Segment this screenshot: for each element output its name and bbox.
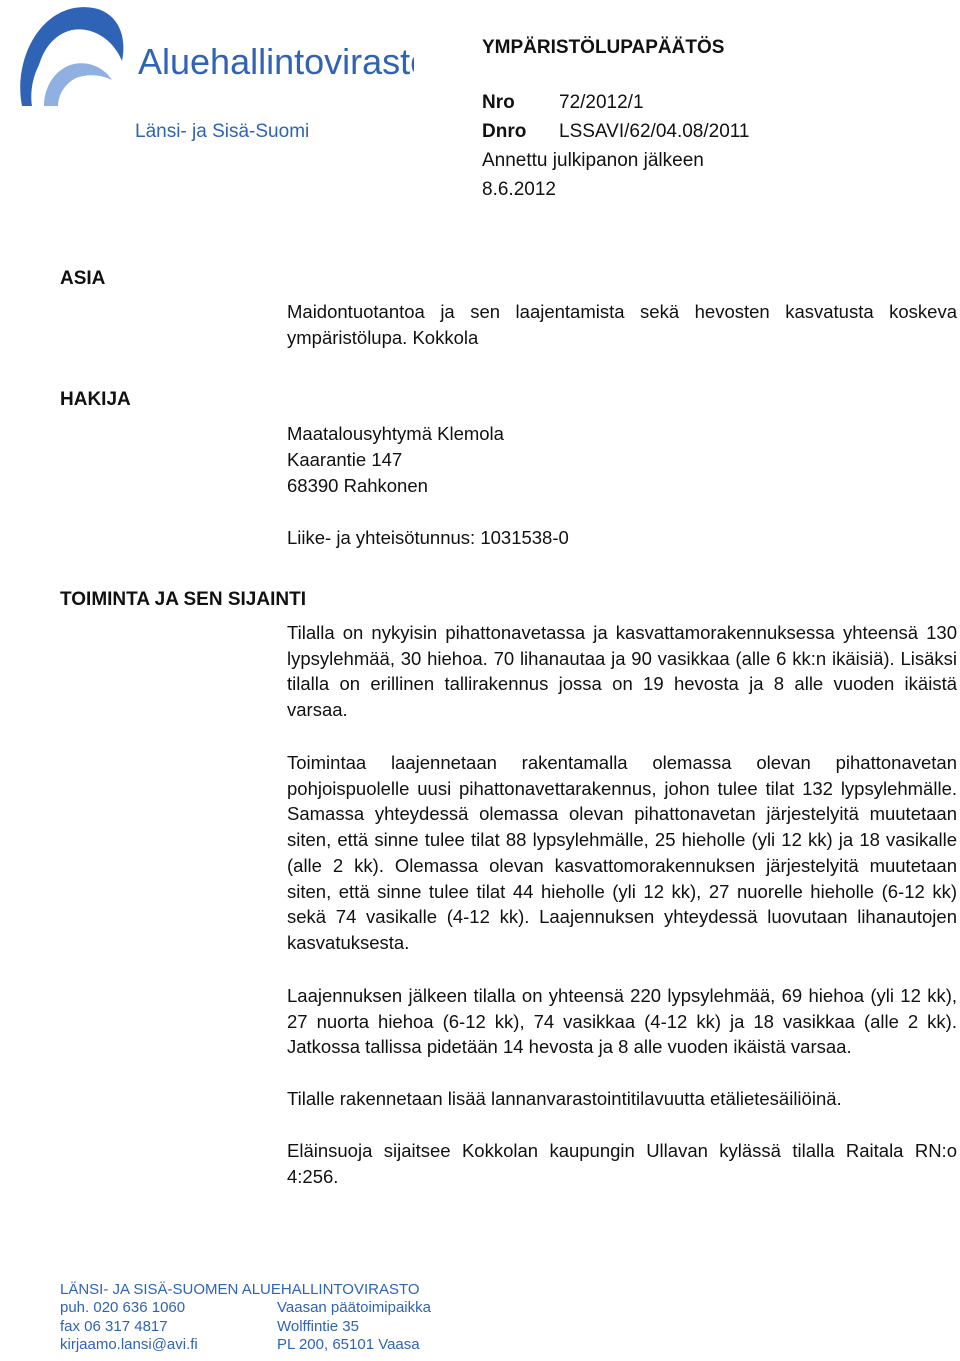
applicant-street: Kaarantie 147 (287, 449, 403, 470)
asia-line-2: ympäristölupa. Kokkola (287, 327, 479, 348)
applicant-business-id: Liike- ja yhteisötunnus: 1031538-0 (287, 527, 569, 548)
paragraph-manure-storage: Tilalle rakennetaan lisää lannanvarastointitilavuutta etälietesäiliöinä. (287, 1088, 842, 1109)
region-name: Länsi- ja Sisä-Suomi (135, 121, 310, 142)
hakija-heading: HAKIJA (60, 389, 131, 410)
asia-line-1: Maidontuotantoa ja sen laajentamista sekä hevosten kasvatusta koskeva (287, 301, 957, 322)
dnro-value: LSSAVI/62/04.08/2011 (559, 121, 750, 142)
footer-org: LÄNSI- JA SISÄ-SUOMEN ALUEHALLINTOVIRASTO (60, 1281, 420, 1298)
dnro-label: Dnro (482, 121, 527, 142)
nro-label: Nro (482, 92, 515, 113)
footer-email[interactable]: kirjaamo.lansi@avi.fi (60, 1336, 198, 1353)
paragraph-current-operations: Tilalla on nykyisin pihattonavetassa ja kasvattamorakennuksessa yhteensä 130 lypsylehmää, 30 hiehoa. 70 lihanautaa ja 90 vasikkaa (alle 6 kk:n ikäisiä). Lisäksi tilalla on erillinen tallirakennus jossa on 19 hevosta ja 8 alle vuoden ikäistä varsaa. (287, 622, 957, 721)
paragraph-after-expansion: Laajennuksen jälkeen tilalla on yhteensä 220 lypsylehmää, 69 hiehoa (yli 12 kk), 27 nuorta hiehoa (6-12 kk), 74 vasikkaa (4-12 kk) ja 18 vasikkaa (alle 2 kk). Jatkossa tallissa pidetään 14 hevosta ja 8 alle vuoden ikäistä varsaa. (287, 985, 957, 1058)
meta-nro (482, 92, 644, 114)
asia-heading: ASIA (60, 268, 106, 289)
toiminta-heading: TOIMINTA JA SEN SIJAINTI (60, 589, 306, 610)
footer-fax: fax 06 317 4817 (60, 1318, 168, 1335)
paragraph-expansion: Toimintaa laajennetaan rakentamalla olemassa olevan pihattonavetan pohjoispuolelle uusi pihattonavettarakennus, johon tulee tilat 132 lypsylehmälle. Samassa yhteydessä olemassa olevan pihattonavetan järjestelyitä muutetaan siten, että sinne tulee tilat 88 lypsylehmälle, 25 hieholle (yli 12 kk) ja 18 vasikalle (alle 2 kk). Olemassa olevan kasvattomorakennuksen järjestelyitä muutetaan siten, että sinne tulee tilat 44 hieholle (yli 12 kk), 27 nuorelle hieholle (6-12 kk) sekä 74 vasikalle (4-12 kk). Laajennuksen yhteydessä luovutaan lihanautojen kasvatuksesta. (287, 752, 957, 953)
footer-postbox: PL 200, 65101 Vaasa (277, 1336, 420, 1353)
footer-street: Wolffintie 35 (277, 1318, 359, 1335)
footer-phone: puh. 020 636 1060 (60, 1299, 186, 1316)
issued-line: Annettu julkipanon jälkeen (482, 150, 704, 171)
logo-wordmark: Aluehallintovirasto (138, 41, 414, 82)
issued-date: 8.6.2012 (482, 179, 556, 200)
document-type: YMPÄRISTÖLUPAPÄÄTÖS (482, 37, 725, 58)
applicant-postal: 68390 Rahkonen (287, 475, 428, 496)
agency-logo (14, 6, 414, 116)
paragraph-location: Eläinsuoja sijaitsee Kokkolan kaupungin Ullavan kylässä tilalla Raitala RN:o 4:256. (287, 1140, 957, 1187)
applicant-name: Maatalousyhtymä Klemola (287, 423, 504, 444)
footer-office: Vaasan päätoimipaikka (277, 1299, 431, 1316)
nro-value: 72/2012/1 (559, 92, 644, 113)
meta-dnro (482, 121, 750, 143)
